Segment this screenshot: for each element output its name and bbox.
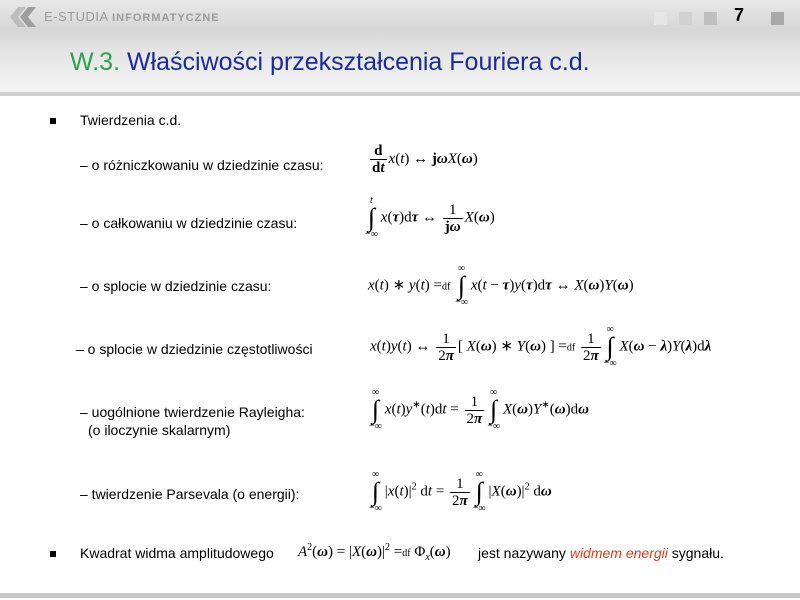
- logo-text: [44, 9, 220, 24]
- logo-sub: INFORMATYCZNE: [112, 12, 220, 24]
- formula-energy: $A^2(\omega) = |X(\omega)|^2 =df$ $\Phi_x(\omega)$: [298, 542, 451, 563]
- formula-integ: t ∫ −∞ x(τ)dτ ↔ $\frac{1}{j\omega}$ X(ω): [365, 195, 495, 240]
- footer-rule: [0, 593, 800, 598]
- integ-label: – o całkowaniu w dziedzinie czasu:: [80, 215, 298, 231]
- conv-freq-label: – o splocie w dziedzinie częstotliwości: [76, 341, 313, 357]
- energy-text-end: [478, 545, 724, 561]
- energy-text-after: sygnału.: [671, 545, 724, 561]
- bullet-icon: [50, 551, 56, 557]
- formula-diff: $\frac{d}{dt}$ x(t) ↔ jωX(ω): [372, 143, 478, 176]
- title-text: Właściwości przekształcenia Fouriera c.d.: [126, 48, 590, 76]
- energy-highlight: widmem energii: [569, 545, 668, 561]
- energy-text-mid: jest nazywany: [478, 545, 566, 561]
- energy-text-start: Kwadrat widma amplitudowego: [80, 545, 274, 561]
- nav-square-2: [679, 12, 692, 25]
- diff-label: – o różniczkowaniu w dziedzinie czasu:: [80, 157, 324, 173]
- formula-rayleigh: ∞ ∫ −∞ x(t)y∗(t)dt = $\frac{1}{2\pi}$ ∞ ∫ −∞ X(ω)Y∗(ω)dω: [369, 387, 589, 432]
- logo-main: E-STUDIA: [44, 9, 108, 24]
- rayleigh-sublabel: (o iloczynie skalarnym): [88, 422, 231, 438]
- formula-parseval: ∞ ∫ −∞ $|x(t)|^2$ dt = $\frac{1}{2\pi}$ ∞ ∫ −∞ $|X(\omega)|^2$ dω: [369, 469, 552, 514]
- title-prefix: W.3.: [70, 48, 121, 76]
- logo-icon: [8, 4, 38, 30]
- page-title: [70, 48, 590, 77]
- bullet-icon: [50, 118, 56, 124]
- heading-text: Twierdzenia c.d.: [80, 112, 182, 128]
- nav-square-1: [654, 12, 667, 25]
- parseval-label: – twierdzenie Parsevala (o energii):: [80, 486, 300, 502]
- nav-square-4: [771, 12, 784, 25]
- formula-conv-time: x(t) ∗ y(t) =df ∞ ∫ −∞ x(t − τ)y(τ)dτ ↔ X(ω)Y(ω): [368, 263, 634, 308]
- formula-conv-freq: x(t)y(t) ↔ $\frac{1}{2\pi}$ [ X(ω) ∗ Y(ω) ] =df $\frac{1}{2\pi}$ ∞ ∫ −∞ X(ω − λ)Y(λ)dλ: [370, 324, 712, 369]
- nav-square-3: [704, 12, 717, 25]
- rayleigh-label: – uogólnione twierdzenie Rayleigha:: [80, 404, 305, 420]
- conv-time-label: – o splocie w dziedzinie czasu:: [80, 278, 272, 294]
- header-rule: [0, 92, 800, 96]
- page-number: 7: [734, 5, 745, 25]
